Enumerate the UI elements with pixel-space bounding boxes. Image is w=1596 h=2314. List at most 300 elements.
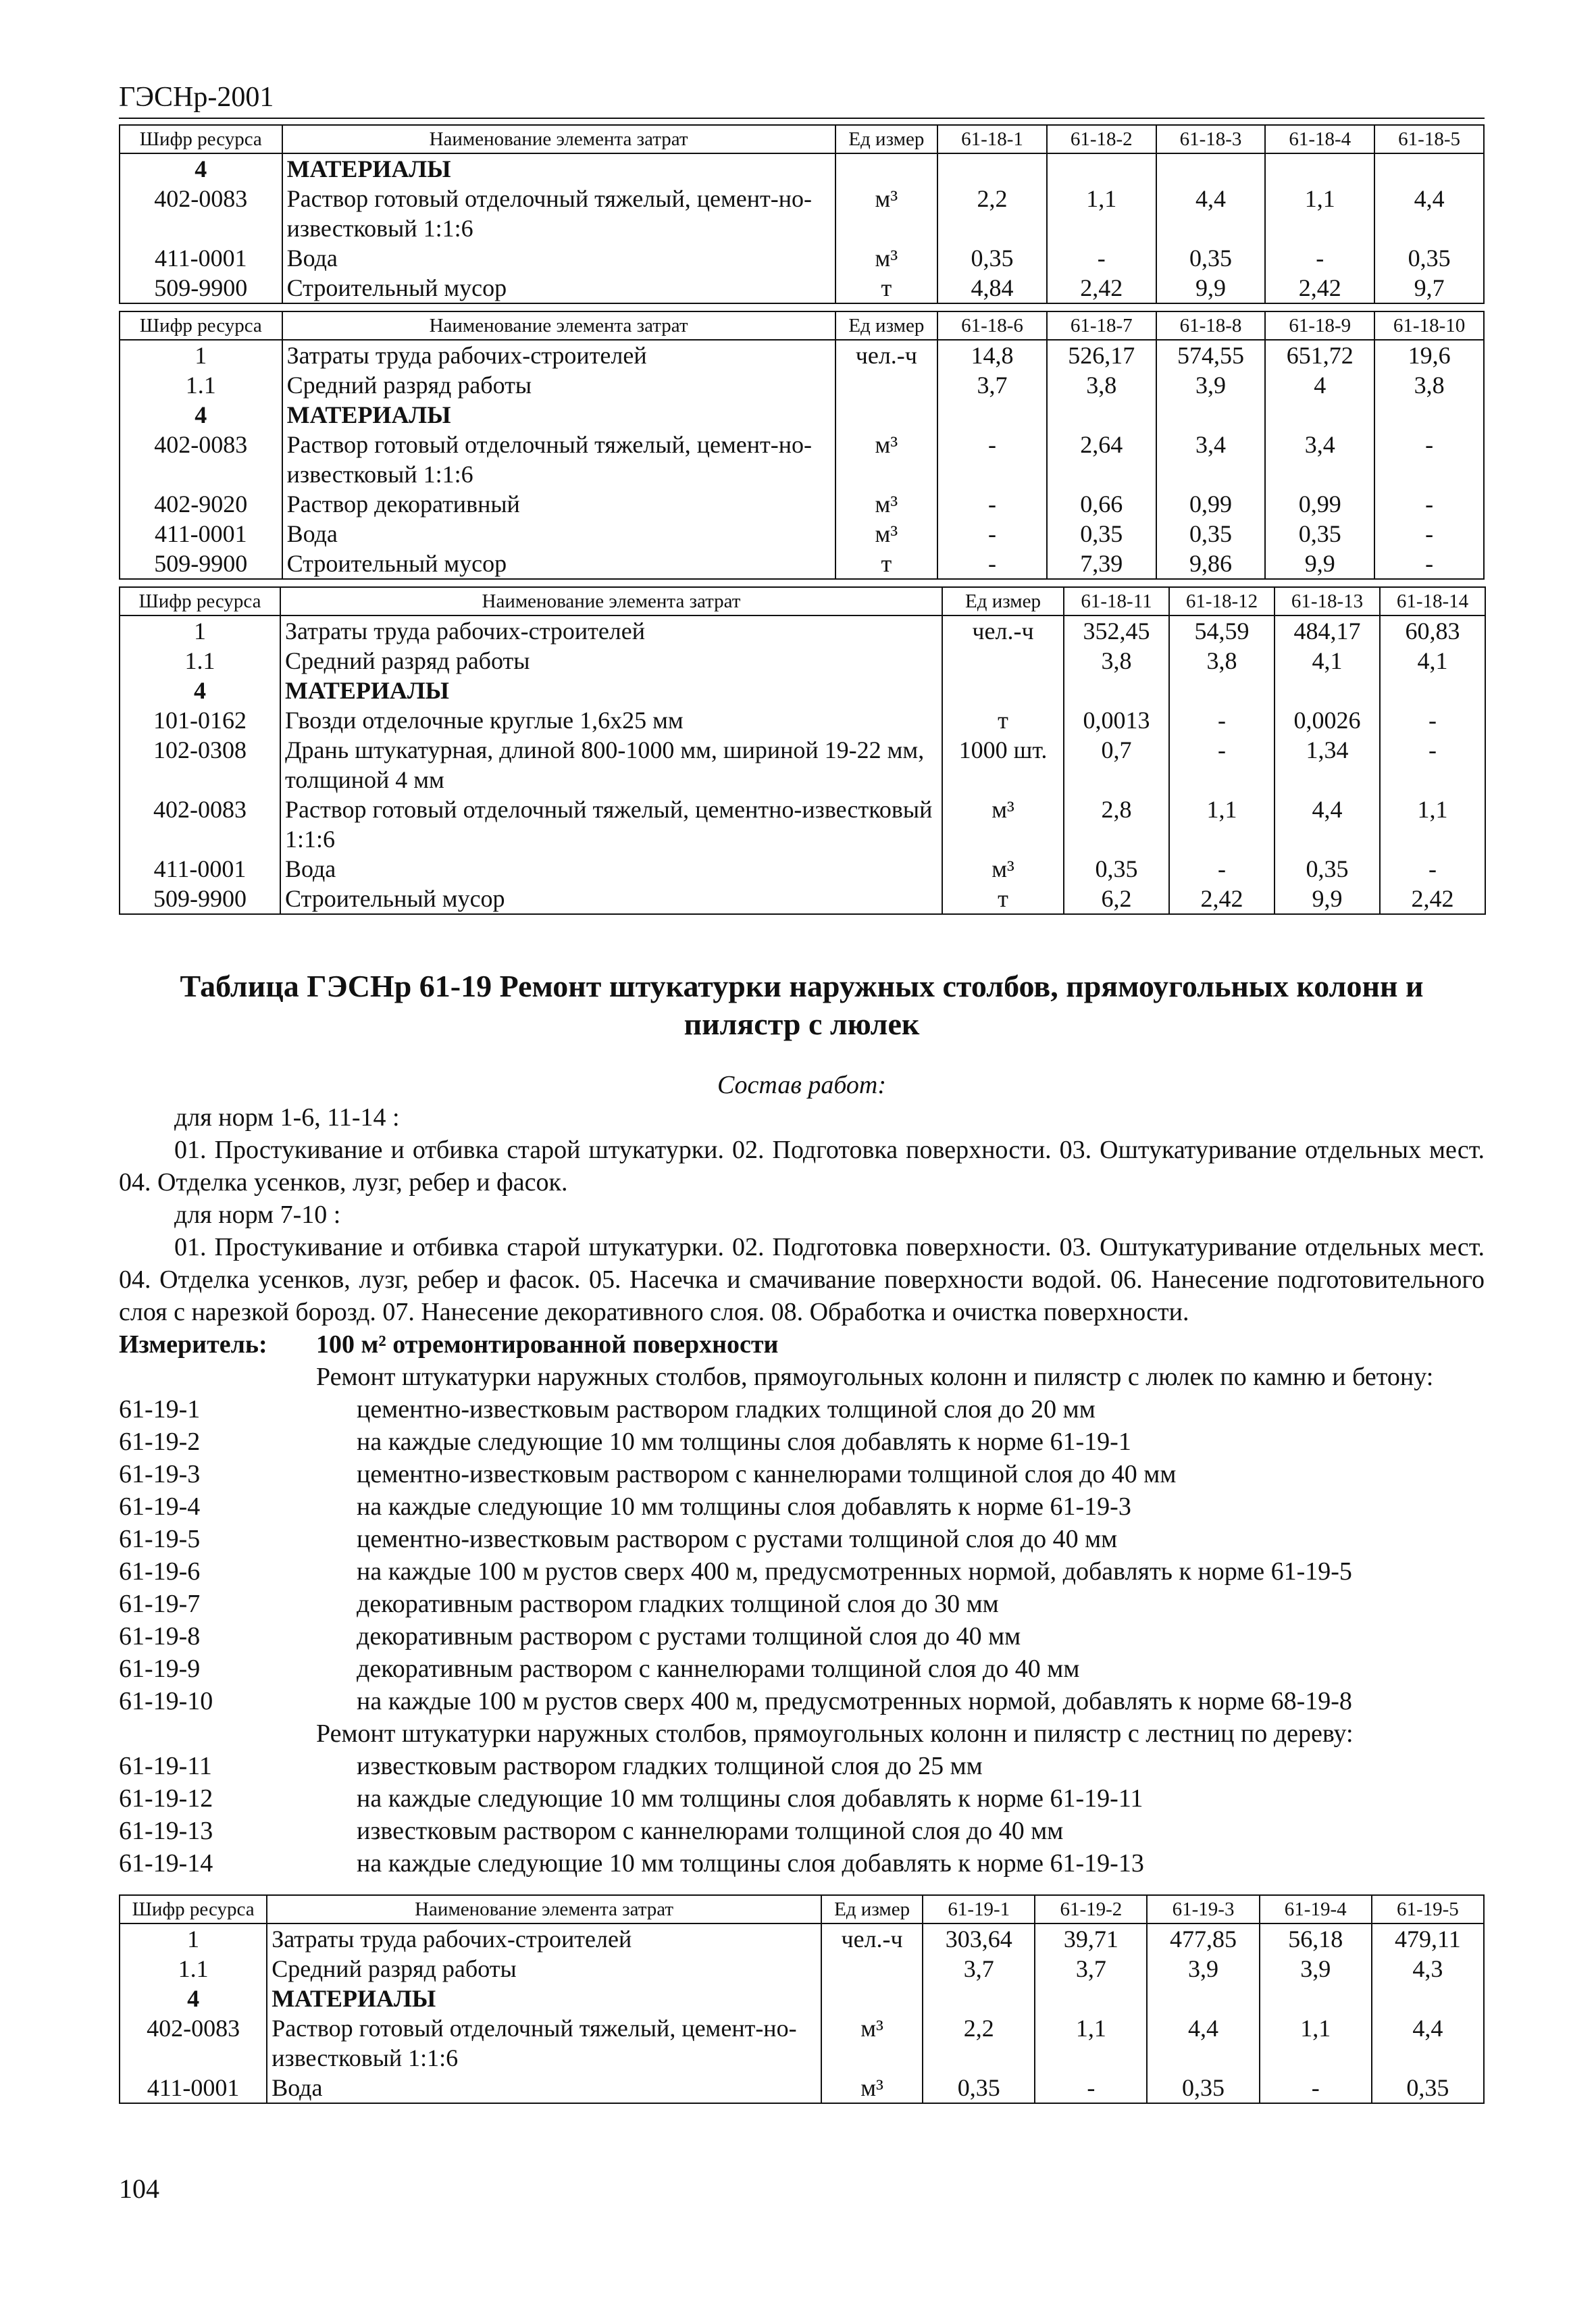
norm-value: 0,35 [1372,2073,1484,2103]
norm-value: 4,84 [937,273,1047,303]
resource-code: 101-0162 [120,705,280,735]
norm-value: 4,1 [1380,646,1485,676]
unit-of-measure: м³ [835,243,938,273]
norm-item [119,1782,1485,1815]
norm-value [1374,153,1484,184]
norm-value: - [1374,430,1484,489]
column-header: 61-18-7 [1047,311,1156,340]
norm-description: цементно-известковым раствором гладких толщиной слоя до 20 мм [357,1395,1096,1424]
resource-code: 1 [120,1923,267,1954]
resource-code: 411-0001 [120,243,282,273]
cost-element-name: Средний разряд работы [267,1954,821,1984]
resource-code: 411-0001 [120,2073,267,2103]
norms-group-label: для норм 1-6, 11-14 : [174,1103,400,1132]
column-header: 61-18-6 [937,311,1047,340]
measurement-value: 100 м² отремонтированной поверхности [316,1330,779,1359]
norm-value: - [1374,489,1484,519]
norm-item [119,1750,1485,1782]
norm-value: 526,17 [1047,340,1156,370]
unit-of-measure: 1000 шт. [942,735,1064,795]
norm-value: - [937,430,1047,489]
unit-of-measure: м³ [942,854,1064,884]
norm-description: известковым раствором гладких толщиной слоя до 25 мм [357,1752,983,1780]
unit-of-measure [942,646,1064,676]
column-header: 61-18-13 [1275,587,1380,615]
norm-value: 6,2 [1064,884,1169,914]
column-header: 61-18-8 [1156,311,1266,340]
table-header-row [120,125,1484,153]
norm-value: 477,85 [1147,1923,1259,1954]
norm-code: 61-19-12 [119,1784,213,1813]
table-row [120,646,1485,676]
column-header: 61-19-2 [1035,1895,1147,1923]
norms-group-label: для норм 7-10 : [174,1201,341,1229]
norm-value: 60,83 [1380,615,1485,646]
norm-code: 61-19-3 [119,1460,201,1488]
unit-of-measure: т [942,705,1064,735]
norm-value: 3,9 [1147,1954,1259,1984]
norm-value: 479,11 [1372,1923,1484,1954]
resource-code: 4 [120,676,280,705]
norm-value: 0,35 [937,243,1047,273]
norm-value: 0,35 [1147,2073,1259,2103]
norm-value: 9,9 [1265,549,1374,579]
norm-code: 61-19-6 [119,1557,201,1586]
cost-element-name: Затраты труда рабочих-строителей [282,340,835,370]
column-header: 61-19-5 [1372,1895,1484,1923]
norm-value: - [1380,735,1485,795]
cost-element-name: Вода [282,519,835,549]
norm-value: 3,4 [1265,430,1374,489]
column-header: Ед измер [821,1895,923,1923]
norm-description: на каждые 100 м рустов сверх 400 м, предусмотренных нормой, добавлять к норме 68-19-8 [357,1687,1352,1715]
norm-description: известковым раствором с каннелюрами толщиной слоя до 40 мм [357,1817,1064,1845]
column-header: 61-19-4 [1260,1895,1372,1923]
unit-of-measure [835,370,938,400]
norm-value: 14,8 [937,340,1047,370]
table-row [120,340,1484,370]
resource-table-61-18-6-10 [119,311,1485,580]
table-row [120,1984,1484,2013]
norm-value: 303,64 [923,1923,1035,1954]
table-row [120,854,1485,884]
resource-code: 509-9900 [120,884,280,914]
column-header: 61-18-12 [1169,587,1275,615]
cost-element-name: МАТЕРИАЛЫ [282,153,835,184]
norm-value: 3,7 [1035,1954,1147,1984]
norm-value: 0,66 [1047,489,1156,519]
resource-code: 1.1 [120,370,282,400]
norm-value: - [1380,705,1485,735]
unit-of-measure: м³ [835,430,938,489]
norm-value: 4,4 [1275,795,1380,854]
norm-description: на каждые 100 м рустов сверх 400 м, предусмотренных нормой, добавлять к норме 61-19-5 [357,1557,1352,1586]
norm-item [119,1393,1485,1426]
norm-value: 3,8 [1064,646,1169,676]
resource-code: 402-0083 [120,2013,267,2073]
norm-value: 4 [1265,370,1374,400]
resource-table-61-19-1-5 [119,1894,1485,2104]
unit-of-measure: м³ [821,2013,923,2073]
column-header: Шифр ресурса [120,311,282,340]
cost-element-name: Вода [282,243,835,273]
norm-description: на каждые следующие 10 мм толщины слоя добавлять к норме 61-19-1 [357,1428,1131,1456]
table-row [120,489,1484,519]
norm-value [1372,1984,1484,2013]
cost-element-name: Дрань штукатурная, длиной 800-1000 мм, шириной 19-22 мм, толщиной 4 мм [280,735,942,795]
cost-element-name: Вода [267,2073,821,2103]
norm-value [1265,400,1374,430]
column-header: Наименование элемента затрат [267,1895,821,1923]
resource-code: 402-9020 [120,489,282,519]
unit-of-measure: м³ [835,519,938,549]
column-header: 61-19-3 [1147,1895,1259,1923]
column-header: 61-18-10 [1374,311,1484,340]
norm-value [1380,676,1485,705]
unit-of-measure: м³ [821,2073,923,2103]
norm-value: 3,8 [1374,370,1484,400]
resource-table-61-18-11-14 [119,586,1486,915]
norm-code: 61-19-4 [119,1492,201,1521]
norm-code: 61-19-9 [119,1655,201,1683]
table-row [120,1923,1484,1954]
column-header: 61-18-14 [1380,587,1485,615]
table-row [120,370,1484,400]
norm-item [119,1653,1485,1685]
norm-description: декоративным раствором с каннелюрами толщиной слоя до 40 мм [357,1655,1080,1683]
norm-value [1374,400,1484,430]
norm-value: - [1047,243,1156,273]
norm-value: 0,99 [1156,489,1266,519]
cost-element-name: Раствор готовый отделочный тяжелый, цементно-известковый 1:1:6 [280,795,942,854]
column-header: 61-18-5 [1374,125,1484,153]
norm-code: 61-19-1 [119,1395,201,1424]
table-row [120,735,1485,795]
norm-item [119,1815,1485,1847]
measurement-unit [119,1328,1485,1361]
norm-value: 4,3 [1372,1954,1484,1984]
unit-of-measure: чел.-ч [835,340,938,370]
norm-value: 1,1 [1265,184,1374,243]
norm-value: 4,4 [1374,184,1484,243]
norm-value: - [937,489,1047,519]
table-row [120,153,1484,184]
cost-element-name: Строительный мусор [280,884,942,914]
document-page [119,80,1485,2104]
section-title: Таблица ГЭСНр 61-19 Ремонт штукатурки наружных столбов, прямоугольных колонн и пилястр с люлек [180,969,1424,1041]
norm-code: 61-19-13 [119,1817,213,1845]
norm-value: - [1265,243,1374,273]
norm-value: 3,9 [1156,370,1266,400]
cost-element-name: Раствор декоративный [282,489,835,519]
norm-value: 9,86 [1156,549,1266,579]
column-header: Ед измер [835,311,938,340]
norm-value: 0,35 [923,2073,1035,2103]
norm-value: - [1035,2073,1147,2103]
norm-value [923,1984,1035,2013]
norm-value [1156,153,1266,184]
norm-value: 7,39 [1047,549,1156,579]
norm-item [119,1847,1485,1880]
norm-value: 0,35 [1156,519,1266,549]
norm-group-heading: Ремонт штукатурки наружных столбов, прямоугольных колонн и пилястр с люлек по камню и бетону: [316,1363,1434,1391]
norm-code: 61-19-10 [119,1687,213,1715]
resource-code: 1 [120,615,280,646]
table-row [120,1954,1484,1984]
cost-element-name: МАТЕРИАЛЫ [282,400,835,430]
resource-code: 509-9900 [120,549,282,579]
norm-value: 9,9 [1156,273,1266,303]
norm-value: 9,7 [1374,273,1484,303]
table-row [120,795,1485,854]
norm-code: 61-19-7 [119,1590,201,1618]
column-header: 61-18-2 [1047,125,1156,153]
cost-element-name: Строительный мусор [282,549,835,579]
norm-value: 1,1 [1260,2013,1372,2073]
norm-value: 0,35 [1064,854,1169,884]
norm-description: цементно-известковым раствором с рустами толщиной слоя до 40 мм [357,1525,1118,1553]
table-row [120,676,1485,705]
norm-item [119,1523,1485,1555]
norm-value [1260,1984,1372,2013]
table-row [120,2073,1484,2103]
norm-value: 574,55 [1156,340,1266,370]
unit-of-measure: т [835,549,938,579]
cost-element-name: МАТЕРИАЛЫ [280,676,942,705]
norm-code: 61-19-11 [119,1752,212,1780]
resource-code: 1.1 [120,646,280,676]
column-header: Шифр ресурса [120,1895,267,1923]
resource-code: 509-9900 [120,273,282,303]
cost-element-name: Затраты труда рабочих-строителей [280,615,942,646]
norm-list [119,1393,1485,1717]
resource-code: 4 [120,1984,267,2013]
norm-value: - [1169,705,1275,735]
table-row [120,519,1484,549]
norm-value: - [1380,854,1485,884]
unit-of-measure: м³ [835,184,938,243]
norm-value [1275,676,1380,705]
norm-value: - [1260,2073,1372,2103]
norm-value: 2,42 [1169,884,1275,914]
norm-value: 2,42 [1047,273,1156,303]
column-header: Наименование элемента затрат [280,587,942,615]
norm-value: 484,17 [1275,615,1380,646]
table-header-row [120,587,1485,615]
norm-value: 1,34 [1275,735,1380,795]
norm-item [119,1555,1485,1588]
unit-of-measure [942,676,1064,705]
norm-value [937,400,1047,430]
cost-element-name: Раствор готовый отделочный тяжелый, цемент-но-известковый 1:1:6 [267,2013,821,2073]
norm-value: 0,35 [1374,243,1484,273]
resource-code: 1 [120,340,282,370]
norm-value: 4,1 [1275,646,1380,676]
column-header: 61-18-3 [1156,125,1266,153]
resource-table-61-18-1-5 [119,124,1485,304]
unit-of-measure [835,400,938,430]
column-header: Наименование элемента затрат [282,125,835,153]
unit-of-measure [821,1954,923,1984]
cost-element-name: Вода [280,854,942,884]
running-header: ГЭСНр-2001 [119,80,1485,119]
norm-value: - [937,549,1047,579]
norm-value: 4,4 [1372,2013,1484,2073]
norm-code: 61-19-5 [119,1525,201,1553]
norm-value [937,153,1047,184]
table-header-row [120,311,1484,340]
norm-value: 54,59 [1169,615,1275,646]
norm-value [1047,153,1156,184]
norm-value: 19,6 [1374,340,1484,370]
norm-group-heading: Ремонт штукатурки наружных столбов, прямоугольных колонн и пилястр с лестниц по дереву: [316,1719,1354,1748]
norm-code: 61-19-8 [119,1622,201,1651]
norm-item [119,1458,1485,1490]
unit-of-measure [835,153,938,184]
resource-code: 4 [120,400,282,430]
norm-value [1147,1984,1259,2013]
norm-value: 3,7 [923,1954,1035,1984]
column-header: Шифр ресурса [120,125,282,153]
column-header: Ед измер [835,125,938,153]
cost-element-name: Раствор готовый отделочный тяжелый, цемент-но-известковый 1:1:6 [282,430,835,489]
norm-value: 3,8 [1169,646,1275,676]
resource-code: 411-0001 [120,519,282,549]
resource-code: 4 [120,153,282,184]
norm-value [1047,400,1156,430]
norm-value: 651,72 [1265,340,1374,370]
column-header: Наименование элемента затрат [282,311,835,340]
norm-value [1064,676,1169,705]
page-number: 104 [119,2173,159,2204]
norm-value: 0,35 [1265,519,1374,549]
norm-value: 1,1 [1047,184,1156,243]
column-header: 61-18-11 [1064,587,1169,615]
norm-value: 9,9 [1275,884,1380,914]
resource-code: 102-0308 [120,735,280,795]
measurement-label: Измеритель: [119,1330,267,1359]
cost-element-name: Средний разряд работы [282,370,835,400]
norm-value: 1,1 [1035,2013,1147,2073]
norm-value: 2,64 [1047,430,1156,489]
norm-value: - [1374,549,1484,579]
norm-code: 61-19-2 [119,1428,201,1456]
column-header: 61-18-1 [937,125,1047,153]
norm-value: 2,42 [1380,884,1485,914]
norm-value [1265,153,1374,184]
unit-of-measure: т [835,273,938,303]
norm-value [1156,400,1266,430]
unit-of-measure: м³ [835,489,938,519]
norm-item [119,1685,1485,1717]
norm-value: 2,8 [1064,795,1169,854]
unit-of-measure: чел.-ч [821,1923,923,1954]
norm-description: на каждые следующие 10 мм толщины слоя добавлять к норме 61-19-11 [357,1784,1143,1813]
work-composition-text: 01. Простукивание и отбивка старой штукатурки. 02. Подготовка поверхности. 03. Оштукатуривание отдельных мест. 04. Отделка усенков, лузг, ребер и фасок. 05. Насечка и смачивание поверхности водой. 06. Нанесение подготовительного слоя с нарезкой борозд. 07. Нанесение декоративного слоя. 08. Обработка и очистка поверхности. [119,1233,1485,1326]
norm-description: на каждые следующие 10 мм толщины слоя добавлять к норме 61-19-13 [357,1849,1144,1878]
norm-list [119,1750,1485,1880]
resource-code: 402-0083 [120,430,282,489]
norm-value: 1,1 [1169,795,1275,854]
resource-code: 402-0083 [120,184,282,243]
norm-value: 56,18 [1260,1923,1372,1954]
norm-value: - [1169,854,1275,884]
column-header: 61-18-9 [1265,311,1374,340]
norm-value: 3,7 [937,370,1047,400]
column-header: 61-18-4 [1265,125,1374,153]
norm-item [119,1588,1485,1620]
norm-value: 0,0026 [1275,705,1380,735]
norm-value: 0,35 [1275,854,1380,884]
norm-value: 2,42 [1265,273,1374,303]
table-row [120,549,1484,579]
norm-description: цементно-известковым раствором с каннелюрами толщиной слоя до 40 мм [357,1460,1177,1488]
norm-value: 0,35 [1047,519,1156,549]
cost-element-name: Раствор готовый отделочный тяжелый, цемент-но-известковый 1:1:6 [282,184,835,243]
norm-value: 3,4 [1156,430,1266,489]
norm-value: 3,8 [1047,370,1156,400]
table-row [120,243,1484,273]
table-row [120,184,1484,243]
norm-value: 0,0013 [1064,705,1169,735]
unit-of-measure: м³ [942,795,1064,854]
norm-value: 0,35 [1156,243,1266,273]
norm-value: 4,4 [1156,184,1266,243]
table-row [120,400,1484,430]
unit-of-measure: чел.-ч [942,615,1064,646]
column-header: Ед измер [942,587,1064,615]
resource-code: 1.1 [120,1954,267,1984]
norm-description: на каждые следующие 10 мм толщины слоя добавлять к норме 61-19-3 [357,1492,1131,1521]
resource-code: 402-0083 [120,795,280,854]
cost-element-name: Средний разряд работы [280,646,942,676]
norm-value: 0,7 [1064,735,1169,795]
norm-value: 2,2 [937,184,1047,243]
norm-value: 352,45 [1064,615,1169,646]
norm-value: 4,4 [1147,2013,1259,2073]
work-composition-text: 01. Простукивание и отбивка старой штукатурки. 02. Подготовка поверхности. 03. Оштукатуривание отдельных мест. 04. Отделка усенков, лузг, ребер и фасок. [119,1136,1485,1197]
norm-code: 61-19-14 [119,1849,213,1878]
table-row [120,273,1484,303]
cost-element-name: МАТЕРИАЛЫ [267,1984,821,2013]
norm-value [1035,1984,1147,2013]
norm-value: 39,71 [1035,1923,1147,1954]
column-header: Шифр ресурса [120,587,280,615]
norm-value: 3,9 [1260,1954,1372,1984]
table-row [120,884,1485,914]
norm-item [119,1426,1485,1458]
norm-value: 0,99 [1265,489,1374,519]
table-header-row [120,1895,1484,1923]
composition-heading: Состав работ: [717,1071,887,1099]
norm-value: - [1374,519,1484,549]
norm-item [119,1490,1485,1523]
cost-element-name: Гвозди отделочные круглые 1,6х25 мм [280,705,942,735]
table-row [120,705,1485,735]
cost-element-name: Затраты труда рабочих-строителей [267,1923,821,1954]
unit-of-measure: т [942,884,1064,914]
resource-code: 411-0001 [120,854,280,884]
norm-value: - [937,519,1047,549]
table-row [120,615,1485,646]
norm-item [119,1620,1485,1653]
norm-value: - [1169,735,1275,795]
norm-description: декоративным раствором с рустами толщиной слоя до 40 мм [357,1622,1021,1651]
table-row [120,2013,1484,2073]
norm-description: декоративным раствором гладких толщиной слоя до 30 мм [357,1590,999,1618]
norm-value: 1,1 [1380,795,1485,854]
table-row [120,430,1484,489]
